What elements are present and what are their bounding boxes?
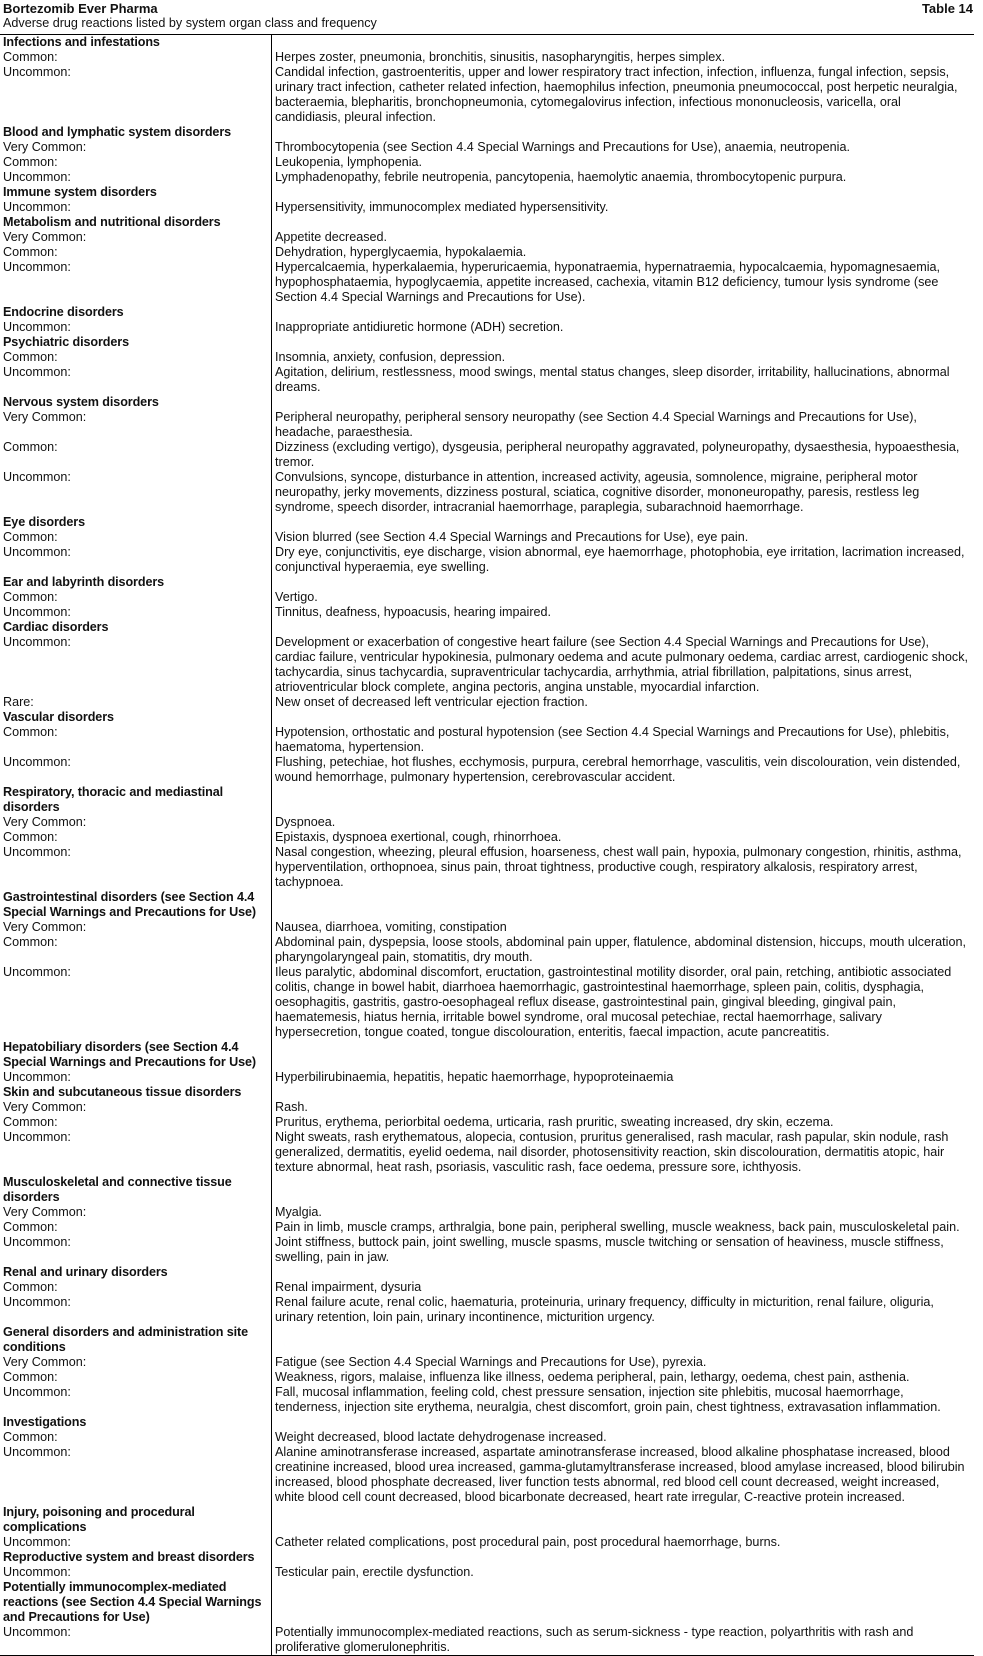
reaction-text: Alanine aminotransferase increased, aspartate aminotransferase increased, blood alkaline phosphatase increased, blood creatinine increased, blood urea increased, gamma-glutamyltransferase increased, blood amylase increased, blood bilirubin increased, blood phosphate decreased, liver function tests abnormal, red blood cell count decreased, weight increased, white blood cell count decreased, blood bicarbonate decreased, heart rate irregular, C-reactive protein increased. [275,1445,965,1504]
frequency-label: Common: [3,1115,58,1129]
soc-name-spacer [275,515,970,530]
soc-name: Psychiatric disorders [3,335,129,349]
soc-name: Endocrine disorders [3,305,124,319]
soc-name: Skin and subcutaneous tissue disorders [3,1085,242,1099]
soc-name-spacer [275,35,970,50]
soc-right-column [275,1580,974,1655]
soc-name: Injury, poisoning and procedural complications [3,1505,195,1534]
soc-right-column [275,395,974,515]
reaction-text: Joint stiffness, buttock pain, joint swelling, muscle spasms, muscle twitching or sensation of heaviness, muscle stiffness, swelling, pain in jaw. [275,1235,944,1264]
reaction-text: Dehydration, hyperglycaemia, hypokalaemia. [275,245,527,259]
soc-right-column [275,575,974,620]
frequency-label: Uncommon: [3,1625,71,1639]
frequency-label: Common: [3,1370,58,1384]
soc-block [0,215,974,305]
frequency-label: Common: [3,350,58,364]
soc-block [0,620,974,710]
table-subtitle: Adverse drug reactions listed by system organ class and frequency [3,16,377,30]
frequency-label: Uncommon: [3,1295,71,1309]
reaction-text: Vision blurred (see Section 4.4 Special Warnings and Precautions for Use), eye pain. [275,530,749,544]
soc-name-spacer [275,305,970,320]
frequency-label: Very Common: [3,920,87,934]
reaction-text: Leukopenia, lymphopenia. [275,155,423,169]
frequency-label: Common: [3,245,58,259]
reaction-text: Weight decreased, blood lactate dehydrogenase increased. [275,1430,607,1444]
soc-left-column [0,395,275,515]
reaction-text: Nasal congestion, wheezing, pleural effusion, hoarseness, chest wall pain, hypoxia, pulmonary congestion, rhinitis, asthma, hyperventilation, orthopnoea, sinus pain, throat tightness, productive cough, respiratory alkalosis, respiratory arrest, tachypnoea. [275,845,962,889]
soc-block [0,395,974,515]
soc-block [0,125,974,185]
reaction-text: Rash. [275,1100,308,1114]
reaction-text: Night sweats, rash erythematous, alopecia, contusion, pruritus generalised, rash macular, rash papular, skin nodule, rash generalized, dermatitis, eyelid oedema, nail disorder, photosensitivity reaction, skin discolouration, dermatitis atopic, hair texture abnormal, heat rash, psoriasis, vasculitic rash, face oedema, pressure sore, ichthyosis. [275,1130,949,1174]
reaction-text: New onset of decreased left ventricular ejection fraction. [275,695,588,709]
reaction-text: Hypercalcaemia, hyperkalaemia, hyperuricaemia, hyponatraemia, hypernatraemia, hypocalcaemia, hypomagnesaemia, hypophosphataemia, hypoglycaemia, appetite increased, cachexia, vitamin B12 deficiency, tumour lysis syndrome (see Section 4.4 Special Warnings and Precautions for Use). [275,260,941,304]
frequency-label: Uncommon: [3,320,71,334]
soc-block [0,575,974,620]
frequency-label: Uncommon: [3,1535,71,1549]
soc-block [0,785,974,890]
soc-left-column [0,1580,275,1655]
soc-right-column [275,35,974,125]
soc-name: Renal and urinary disorders [3,1265,168,1279]
soc-right-column [275,125,974,185]
soc-block [0,305,974,335]
frequency-label: Common: [3,1430,58,1444]
soc-block [0,1505,974,1550]
reaction-text: Dry eye, conjunctivitis, eye discharge, vision abnormal, eye haemorrhage, photophobia, eye irritation, lacrimation increased, conjunctival hyperaemia, eye swelling. [275,545,965,574]
reaction-text: Hypotension, orthostatic and postural hypotension (see Section 4.4 Special Warnings and Precautions for Use), phlebitis, haematoma, hypertension. [275,725,950,754]
reaction-text: Lymphadenopathy, febrile neutropenia, pancytopenia, haemolytic anaemia, thrombocytopenic purpura. [275,170,847,184]
soc-left-column [0,215,275,305]
soc-right-column [275,1265,974,1325]
soc-name-spacer [275,125,970,140]
soc-name: Metabolism and nutritional disorders [3,215,221,229]
soc-block [0,35,974,125]
soc-name: Nervous system disorders [3,395,159,409]
soc-right-column [275,785,974,890]
soc-block [0,890,974,1040]
frequency-label: Common: [3,725,58,739]
company-name: Bortezomib Ever Pharma [3,1,158,16]
soc-name: General disorders and administration site conditions [3,1325,249,1354]
frequency-label: Uncommon: [3,260,71,274]
frequency-label: Uncommon: [3,365,71,379]
soc-left-column [0,1175,275,1265]
soc-name-spacer [275,575,970,590]
frequency-label: Common: [3,155,58,169]
soc-name: Musculoskeletal and connective tissue disorders [3,1175,232,1204]
soc-name: Respiratory, thoracic and mediastinal disorders [3,785,224,814]
reaction-text: Testicular pain, erectile dysfunction. [275,1565,474,1579]
reaction-text: Herpes zoster, pneumonia, bronchitis, sinusitis, nasopharyngitis, herpes simplex. [275,50,726,64]
frequency-label: Uncommon: [3,635,71,649]
reaction-text: Fatigue (see Section 4.4 Special Warnings and Precautions for Use), pyrexia. [275,1355,707,1369]
soc-block [0,1550,974,1580]
frequency-label: Uncommon: [3,845,71,859]
reaction-text: Renal impairment, dysuria [275,1280,422,1294]
reaction-text: Potentially immunocomplex-mediated reactions, such as serum-sickness - type reaction, polyarthritis with rash and proliferative glomerulonephritis. [275,1625,914,1654]
frequency-label: Common: [3,830,58,844]
document-header [0,0,983,34]
soc-right-column [275,1175,974,1265]
soc-block [0,1175,974,1265]
reaction-text: Abdominal pain, dyspepsia, loose stools, abdominal pain upper, flatulence, abdominal distension, hiccups, mouth ulceration, pharyngolaryngeal pain, stomatitis, dry mouth. [275,935,966,964]
frequency-label: Uncommon: [3,1235,71,1249]
soc-block [0,1580,974,1655]
frequency-label: Very Common: [3,230,87,244]
soc-right-column [275,215,974,305]
reaction-text: Catheter related complications, post procedural pain, post procedural haemorrhage, burns. [275,1535,781,1549]
soc-right-column [275,305,974,335]
reaction-text: Pruritus, erythema, periorbital oedema, urticaria, rash pruritic, sweating increased, dry skin, eczema. [275,1115,834,1129]
reaction-text: Fall, mucosal inflammation, feeling cold, chest pressure sensation, injection site phlebitis, mucosal haemorrhage, tenderness, injection site erythema, neuralgia, chest discomfort, groin pain, chest tightness, extravasation inflammation. [275,1385,941,1414]
soc-right-column [275,710,974,785]
reaction-text: Hyperbilirubinaemia, hepatitis, hepatic haemorrhage, hypoproteinaemia [275,1070,674,1084]
soc-block [0,1325,974,1415]
soc-right-column [275,1040,974,1085]
frequency-label: Uncommon: [3,965,71,979]
soc-name: Eye disorders [3,515,85,529]
frequency-label: Very Common: [3,1355,87,1369]
soc-name-spacer [275,185,970,200]
soc-name-spacer [275,710,970,725]
soc-name: Blood and lymphatic system disorders [3,125,232,139]
soc-left-column [0,515,275,575]
soc-name-spacer [275,1085,970,1100]
soc-block [0,515,974,575]
soc-name-spacer [275,395,970,410]
frequency-label: Uncommon: [3,200,71,214]
soc-name-spacer [275,890,970,920]
soc-right-column [275,1505,974,1550]
soc-name-spacer [275,1265,970,1280]
soc-name-spacer [275,215,970,230]
soc-name: Vascular disorders [3,710,114,724]
adverse-reactions-table [0,34,974,1656]
reaction-text: Dizziness (excluding vertigo), dysgeusia, peripheral neuropathy aggravated, polyneuropathy, dysaesthesia, hypoaesthesia, tremor. [275,440,960,469]
reaction-text: Peripheral neuropathy, peripheral sensory neuropathy (see Section 4.4 Special Warnings and Precautions for Use), headache, paraesthesia. [275,410,917,439]
frequency-label: Very Common: [3,140,87,154]
soc-left-column [0,785,275,890]
soc-name: Infections and infestations [3,35,160,49]
frequency-label: Common: [3,935,58,949]
soc-name-spacer [275,1175,970,1205]
soc-block [0,1265,974,1325]
frequency-label: Common: [3,440,58,454]
soc-name-spacer [275,1505,970,1535]
reaction-text: Dyspnoea. [275,815,336,829]
soc-name-spacer [275,1580,970,1625]
soc-name: Immune system disorders [3,185,157,199]
soc-name: Potentially immunocomplex-mediated reactions (see Section 4.4 Special Warnings and Precautions for Use) [3,1580,262,1624]
reaction-text: Nausea, diarrhoea, vomiting, constipation [275,920,507,934]
soc-right-column [275,515,974,575]
soc-left-column [0,1085,275,1175]
frequency-label: Very Common: [3,1100,87,1114]
frequency-label: Common: [3,50,58,64]
frequency-label: Uncommon: [3,1385,71,1399]
soc-left-column [0,1325,275,1415]
frequency-label: Rare: [3,695,34,709]
soc-block [0,335,974,395]
frequency-label: Very Common: [3,410,87,424]
soc-name-spacer [275,785,970,815]
reaction-text: Ileus paralytic, abdominal discomfort, eructation, gastrointestinal motility disorder, oral pain, retching, antibiotic associated colitis, change in bowel habit, diarrhoea haemorrhagic, gastrointestinal haemorrhage, spleen pain, colitis, dysphagia, oesophagitis, gastritis, gastro-oesophageal reflux disease, gastrointestinal pain, gingival bleeding, gingival pain, haematemesis, hiatus hernia, irritable bowel syndrome, oral mucosal petechiae, rectal haemorrhage, salivary hypersecretion, tongue coated, tongue discolouration, enteritis, faecal impaction, acute pancreatitis. [275,965,952,1039]
frequency-label: Common: [3,1220,58,1234]
soc-name: Investigations [3,1415,87,1429]
soc-left-column [0,35,275,125]
soc-block [0,710,974,785]
reaction-text: Weakness, rigors, malaise, influenza like illness, oedema peripheral, pain, lethargy, oedema, chest pain, asthenia. [275,1370,910,1384]
soc-name: Hepatobiliary disorders (see Section 4.4 Special Warnings and Precautions for Use) [3,1040,256,1069]
reaction-text: Convulsions, syncope, disturbance in attention, increased activity, ageusia, somnolence, migraine, peripheral motor neuropathy, jerky movements, dizziness postural, sciatica, cognitive disorder, mononeuropathy, paresis, restless leg syndrome, speech disorder, intracranial haemorrhage, paraplegia, subarachnoid haemorrhage. [275,470,920,514]
soc-right-column [275,890,974,1040]
soc-left-column [0,710,275,785]
frequency-label: Uncommon: [3,755,71,769]
frequency-label: Uncommon: [3,1130,71,1144]
soc-name: Gastrointestinal disorders (see Section 4.4 Special Warnings and Precautions for Use) [3,890,256,919]
soc-name-spacer [275,1325,970,1355]
soc-left-column [0,620,275,710]
frequency-label: Uncommon: [3,1565,71,1579]
reaction-text: Renal failure acute, renal colic, haematuria, proteinuria, urinary frequency, difficulty in micturition, renal failure, oliguria, urinary retention, loin pain, urinary incontinence, micturition urgency. [275,1295,934,1324]
soc-name-spacer [275,1040,970,1070]
reaction-text: Thrombocytopenia (see Section 4.4 Special Warnings and Precautions for Use), anaemia, neutropenia. [275,140,850,154]
frequency-label: Uncommon: [3,1445,71,1459]
soc-block [0,1085,974,1175]
reaction-text: Vertigo. [275,590,318,604]
soc-right-column [275,1085,974,1175]
soc-right-column [275,1550,974,1580]
frequency-label: Uncommon: [3,170,71,184]
soc-right-column [275,1325,974,1415]
frequency-label: Uncommon: [3,65,71,79]
table-label: Table 14 [921,1,973,16]
frequency-label: Uncommon: [3,545,71,559]
reaction-text: Appetite decreased. [275,230,388,244]
soc-left-column [0,890,275,1040]
soc-left-column [0,1415,275,1505]
soc-left-column [0,1265,275,1325]
reaction-text: Flushing, petechiae, hot flushes, ecchymosis, purpura, cerebral hemorrhage, vasculitis, vein discolouration, vein distended, wound hemorrhage, pulmonary hypertension, cerebrovascular accident. [275,755,961,784]
reaction-text: Hypersensitivity, immunocomplex mediated hypersensitivity. [275,200,609,214]
soc-name: Cardiac disorders [3,620,109,634]
reaction-text: Myalgia. [275,1205,322,1219]
frequency-label: Common: [3,590,58,604]
soc-left-column [0,575,275,620]
frequency-label: Very Common: [3,1205,87,1219]
frequency-label: Uncommon: [3,470,71,484]
frequency-label: Common: [3,530,58,544]
reaction-text: Insomnia, anxiety, confusion, depression. [275,350,506,364]
soc-name-spacer [275,1550,970,1565]
soc-left-column [0,1505,275,1550]
soc-left-column [0,185,275,215]
soc-left-column [0,1550,275,1580]
reaction-text: Agitation, delirium, restlessness, mood swings, mental status changes, sleep disorder, irritability, hallucinations, abnormal dreams. [275,365,950,394]
frequency-label: Common: [3,1280,58,1294]
reaction-text: Epistaxis, dyspnoea exertional, cough, rhinorrhoea. [275,830,562,844]
soc-left-column [0,1040,275,1085]
reaction-text: Candidal infection, gastroenteritis, upper and lower respiratory tract infection, infection, influenza, fungal infection, sepsis, urinary tract infection, catheter related infection, haemophilus infection, pneumonia pneumococcal, post herpetic neuralgia, bacteraemia, blepharitis, bronchopneumonia, cytomegalovirus infection, infectious mononucleosis, varicella, oral candidiasis, pleural infection. [275,65,958,124]
soc-block [0,1415,974,1505]
soc-right-column [275,335,974,395]
reaction-text: Inappropriate antidiuretic hormone (ADH) secretion. [275,320,564,334]
soc-name: Ear and labyrinth disorders [3,575,165,589]
soc-left-column [0,305,275,335]
frequency-label: Very Common: [3,815,87,829]
soc-right-column [275,1415,974,1505]
soc-block [0,1040,974,1085]
soc-right-column [275,620,974,710]
soc-name-spacer [275,620,970,635]
reaction-text: Development or exacerbation of congestive heart failure (see Section 4.4 Special Warnings and Precautions for Use), cardiac failure, ventricular hypokinesia, pulmonary oedema and acute pulmonary oedema, cardiac arrest, cardiogenic shock, tachycardia, sinus tachycardia, supraventricular tachycardia, arrhythmia, atrial fibrillation, palpitations, sinus arrest, atrioventricular block complete, angina pectoris, angina unstable, myocardial infarction. [275,635,969,694]
soc-name-spacer [275,1415,970,1430]
frequency-label: Uncommon: [3,1070,71,1084]
soc-right-column [275,185,974,215]
soc-name: Reproductive system and breast disorders [3,1550,255,1564]
soc-left-column [0,125,275,185]
soc-left-column [0,335,275,395]
soc-name-spacer [275,335,970,350]
frequency-label: Uncommon: [3,605,71,619]
reaction-text: Pain in limb, muscle cramps, arthralgia, bone pain, peripheral swelling, muscle weakness, back pain, musculoskeletal pain. [275,1220,960,1234]
reaction-text: Tinnitus, deafness, hypoacusis, hearing impaired. [275,605,552,619]
soc-block [0,185,974,215]
